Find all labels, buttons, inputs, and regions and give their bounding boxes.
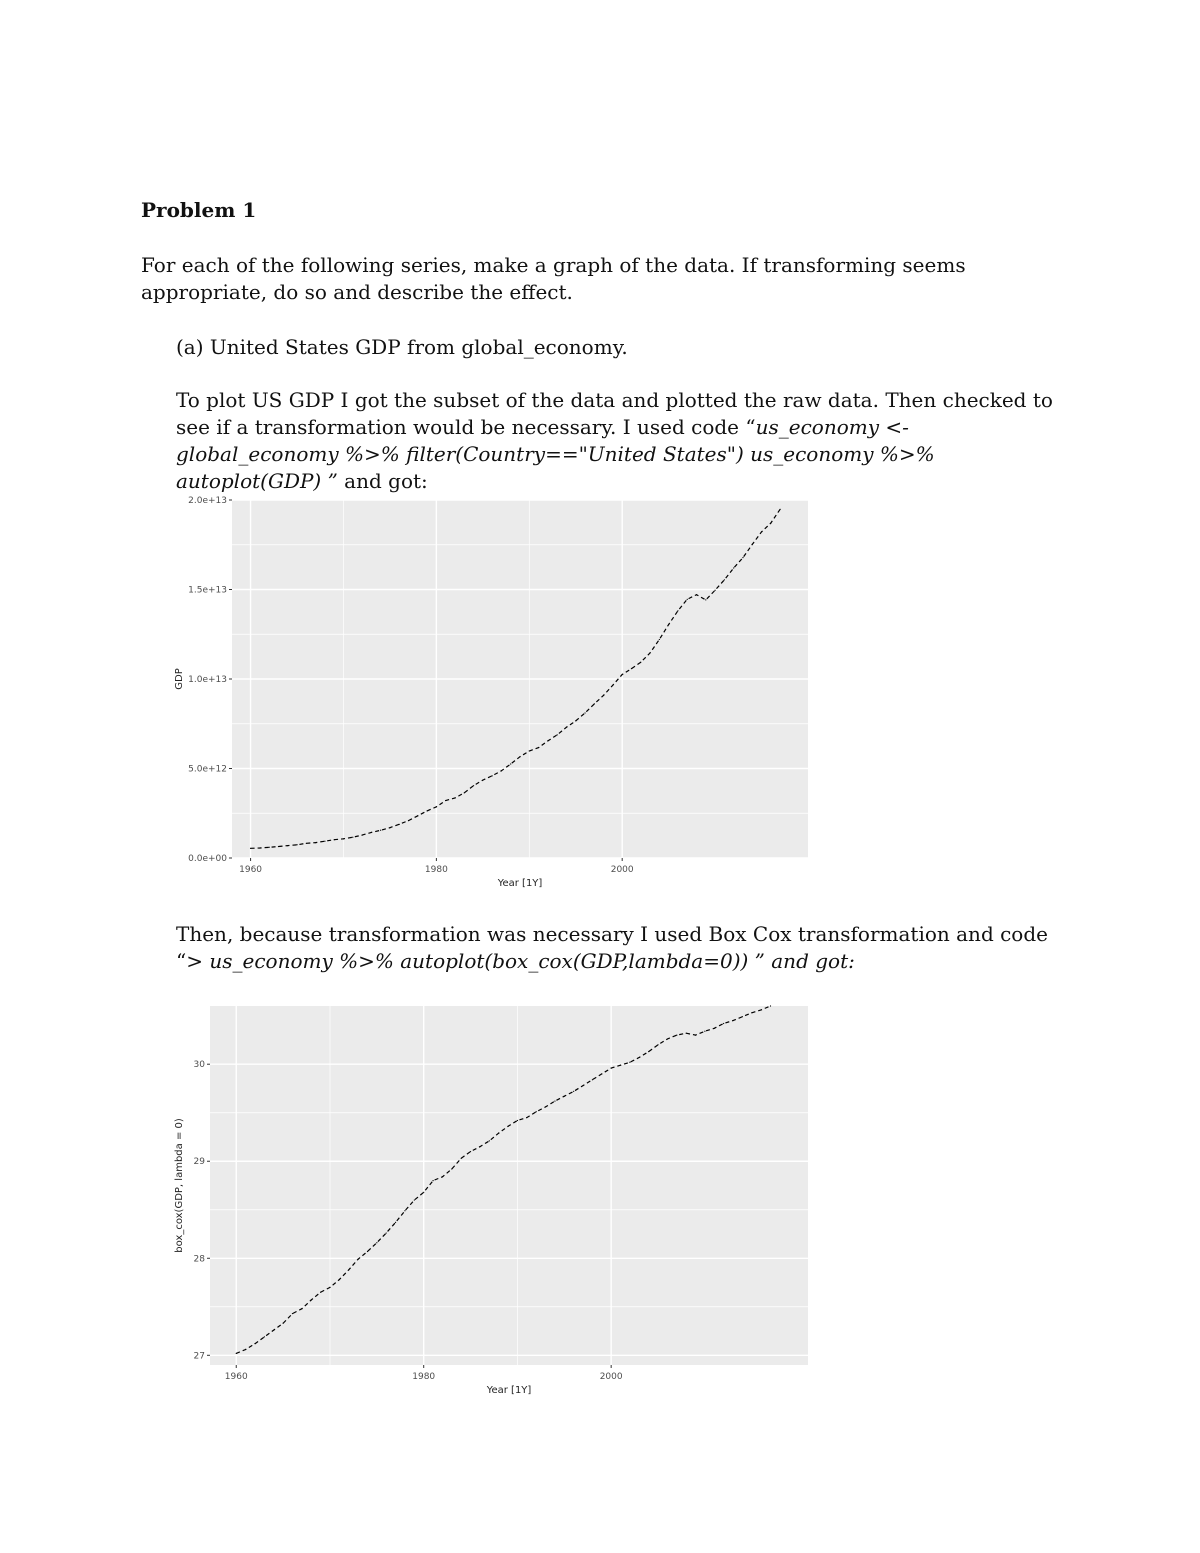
description-tail: and got: xyxy=(337,469,428,493)
data-point xyxy=(557,734,558,735)
data-point xyxy=(517,1120,518,1121)
data-point xyxy=(352,837,353,838)
data-point xyxy=(380,830,381,831)
data-point xyxy=(436,806,437,807)
y-tick-label: 2.0e+13 xyxy=(188,496,227,506)
data-point xyxy=(659,639,660,640)
y-tick-label: 5.0e+12 xyxy=(188,764,227,775)
data-point xyxy=(426,810,427,811)
data-point xyxy=(547,740,548,741)
data-point xyxy=(770,522,771,523)
data-point xyxy=(259,847,260,848)
data-point xyxy=(687,599,688,600)
data-point xyxy=(357,1259,358,1260)
data-point xyxy=(273,1329,274,1330)
data-point xyxy=(461,1158,462,1159)
y-tick-label: 0.0e+00 xyxy=(188,854,227,864)
data-point xyxy=(751,1012,752,1013)
data-point xyxy=(714,590,715,591)
data-point xyxy=(269,847,270,848)
data-point xyxy=(264,1336,265,1337)
data-point xyxy=(445,800,446,801)
data-point xyxy=(250,848,251,849)
data-point xyxy=(451,1168,452,1169)
data-point xyxy=(668,624,669,625)
x-tick-label: 1980 xyxy=(412,1372,436,1382)
data-point xyxy=(584,712,585,713)
description-paragraph xyxy=(176,387,1076,495)
data-point xyxy=(519,756,520,757)
data-point xyxy=(498,1133,499,1134)
data-point xyxy=(315,842,316,843)
boxcox-chart xyxy=(170,998,820,1403)
data-point xyxy=(761,531,762,532)
y-axis-label: box_cox(GDP, lambda = 0) xyxy=(174,1118,185,1253)
x-tick-label: 1980 xyxy=(424,865,448,875)
data-point xyxy=(723,1023,724,1024)
data-point xyxy=(348,1269,349,1270)
y-tick-label: 1.0e+13 xyxy=(188,675,227,685)
description-text: To plot US GDP I got the subset of the data and plotted the raw data. Then checked to see if a transformation would be necessary. I used code “ xyxy=(176,388,1053,439)
data-point xyxy=(603,695,604,696)
data-point xyxy=(320,1292,321,1293)
data-point xyxy=(492,775,493,776)
x-axis-label: Year [1Y] xyxy=(497,878,543,889)
data-point xyxy=(667,1038,668,1039)
boxcox-chart-svg xyxy=(170,998,820,1403)
data-point xyxy=(575,720,576,721)
data-point xyxy=(705,599,706,600)
x-tick-label: 2000 xyxy=(599,1372,623,1382)
data-point xyxy=(742,1016,743,1017)
data-point xyxy=(442,1176,443,1177)
data-point xyxy=(611,1067,612,1068)
y-axis-label: GDP xyxy=(174,668,185,690)
data-point xyxy=(510,763,511,764)
data-point xyxy=(733,567,734,568)
data-point xyxy=(649,652,650,653)
data-point xyxy=(245,1349,246,1350)
data-point xyxy=(361,834,362,835)
data-point xyxy=(423,1192,424,1193)
data-point xyxy=(752,544,753,545)
data-point xyxy=(696,594,697,595)
data-point xyxy=(612,684,613,685)
data-point xyxy=(501,770,502,771)
data-point xyxy=(566,727,567,728)
data-point xyxy=(742,557,743,558)
data-point xyxy=(329,1287,330,1288)
y-tick-label: 28 xyxy=(193,1254,205,1265)
data-point xyxy=(704,1031,705,1032)
data-point xyxy=(657,1044,658,1045)
data-point xyxy=(301,1308,302,1309)
data-point xyxy=(324,841,325,842)
data-point xyxy=(677,610,678,611)
data-point xyxy=(371,832,372,833)
data-point xyxy=(473,785,474,786)
data-point xyxy=(334,839,335,840)
y-tick-label: 30 xyxy=(193,1060,205,1071)
part-a-label: (a) United States GDP from global_economy. xyxy=(176,335,628,359)
data-point xyxy=(395,1222,396,1223)
data-point xyxy=(676,1035,677,1036)
data-point xyxy=(343,838,344,839)
data-point xyxy=(529,750,530,751)
data-point xyxy=(536,1111,537,1112)
data-point xyxy=(640,662,641,663)
data-point xyxy=(464,792,465,793)
gdp-chart-svg xyxy=(170,492,820,892)
data-point xyxy=(454,797,455,798)
data-point xyxy=(482,780,483,781)
data-point xyxy=(389,827,390,828)
data-point xyxy=(408,820,409,821)
data-point xyxy=(620,1065,621,1066)
boxcox-paragraph xyxy=(176,921,1076,975)
data-point xyxy=(686,1033,687,1034)
data-point xyxy=(376,1242,377,1243)
data-point xyxy=(629,1062,630,1063)
data-point xyxy=(507,1126,508,1127)
data-point xyxy=(479,1146,480,1147)
data-point xyxy=(254,1343,255,1344)
data-point xyxy=(470,1151,471,1152)
data-point xyxy=(724,579,725,580)
plot-panel xyxy=(210,1006,808,1365)
x-tick-label: 2000 xyxy=(610,865,634,875)
data-point xyxy=(594,703,595,704)
data-point xyxy=(538,747,539,748)
data-point xyxy=(770,1005,771,1006)
problem-heading: Problem 1 xyxy=(141,198,257,222)
data-point xyxy=(714,1028,715,1029)
boxcox-text: Then, because transformation was necessary I used Box Cox transformation and code “> xyxy=(176,922,1048,973)
x-tick-label: 1960 xyxy=(224,1372,248,1382)
data-point xyxy=(386,1232,387,1233)
intro-paragraph: For each of the following series, make a graph of the data. If transforming seems appropriate, do so and describe the effect. xyxy=(141,253,966,304)
data-point xyxy=(631,668,632,669)
data-point xyxy=(306,843,307,844)
data-point xyxy=(648,1051,649,1052)
data-point xyxy=(417,815,418,816)
data-point xyxy=(283,1323,284,1324)
data-point xyxy=(236,1353,237,1354)
data-point xyxy=(278,846,279,847)
data-point xyxy=(404,1210,405,1211)
data-point xyxy=(780,509,781,510)
data-point xyxy=(761,1009,762,1010)
data-point xyxy=(432,1180,433,1181)
data-point xyxy=(582,1085,583,1086)
data-point xyxy=(292,1313,293,1314)
data-point xyxy=(601,1073,602,1074)
data-point xyxy=(695,1035,696,1036)
data-point xyxy=(526,1117,527,1118)
data-point xyxy=(489,1140,490,1141)
data-point xyxy=(564,1096,565,1097)
data-point xyxy=(622,674,623,675)
data-point xyxy=(367,1251,368,1252)
data-point xyxy=(554,1100,555,1101)
data-point xyxy=(287,845,288,846)
code-snippet-2: us_economy %>% autoplot(box_cox(GDP,lambda=0)) ” and got: xyxy=(209,949,855,973)
data-point xyxy=(399,824,400,825)
data-point xyxy=(339,1279,340,1280)
data-point xyxy=(732,1020,733,1021)
gdp-chart xyxy=(170,492,820,892)
data-point xyxy=(573,1091,574,1092)
data-point xyxy=(296,844,297,845)
y-tick-label: 27 xyxy=(193,1351,205,1362)
x-axis-label: Year [1Y] xyxy=(486,1385,532,1396)
code-snippet-1: us_economy <- global_economy %>% filter(Country=="United States") us_economy %>% autoplot(GDP) ” xyxy=(176,415,935,493)
data-point xyxy=(414,1199,415,1200)
data-point xyxy=(639,1057,640,1058)
y-tick-label: 1.5e+13 xyxy=(188,585,227,596)
data-point xyxy=(592,1079,593,1080)
x-tick-label: 1960 xyxy=(239,865,263,875)
data-point xyxy=(311,1299,312,1300)
data-point xyxy=(545,1106,546,1107)
y-tick-label: 29 xyxy=(193,1157,205,1168)
